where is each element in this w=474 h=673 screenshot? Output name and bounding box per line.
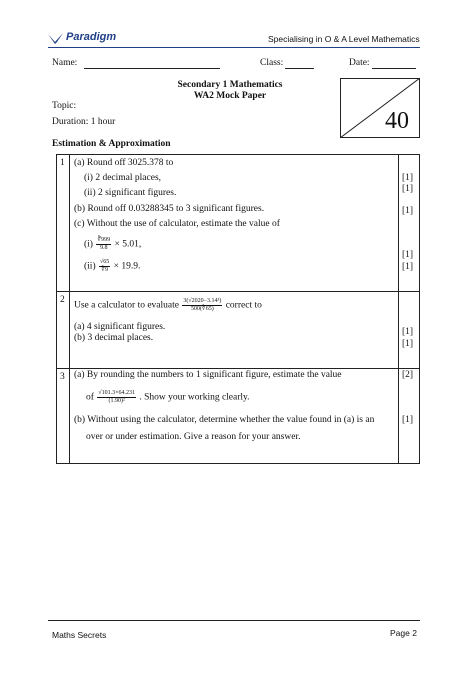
footer-left: Maths Secrets	[52, 630, 107, 640]
mark-allocation: [1]	[402, 184, 414, 194]
mark-allocation: [1]	[402, 327, 414, 337]
class-field[interactable]	[285, 68, 314, 69]
brand-logo	[48, 31, 138, 45]
name-label: Name:	[52, 58, 78, 68]
fraction-denominator: ∛9	[101, 267, 109, 273]
question-number: 2	[60, 295, 65, 305]
question-number: 1	[60, 158, 65, 168]
question-line: (b) Round off 0.03288345 to 3 significant figures.	[74, 204, 265, 214]
row-divider-2	[56, 368, 420, 369]
mark-allocation: [2]	[402, 370, 414, 380]
fraction-denominator: 9.8	[100, 245, 108, 251]
mark-allocation: [1]	[402, 339, 414, 349]
fraction	[97, 390, 136, 405]
section-heading: Estimation & Approximation	[52, 139, 171, 149]
footer-rule	[48, 620, 420, 621]
question-text: . Show your working clearly.	[139, 392, 250, 403]
marks-column-divider	[398, 154, 399, 464]
question-line: (a) 4 significant figures.	[74, 322, 166, 332]
row-divider-1	[56, 291, 420, 292]
question-line	[74, 298, 262, 313]
fraction-numerator: √65	[99, 259, 110, 265]
date-label: Date:	[349, 58, 370, 68]
brand-name: Paradigm	[66, 31, 117, 43]
question-line	[86, 390, 250, 405]
fraction-numerator: √101.3×64.231	[98, 390, 135, 396]
question-line	[84, 237, 141, 252]
question-line: (a) By rounding the numbers to 1 significant figure, estimate the value	[74, 370, 342, 380]
question-line: (ii) 2 significant figures.	[84, 188, 177, 198]
fraction-denominator: (1.90)²	[108, 398, 125, 404]
fraction	[182, 298, 222, 313]
question-line: over or under estimation. Give a reason for your answer.	[86, 432, 301, 442]
fraction-numerator: 3(√2020−3.14³)	[183, 298, 222, 304]
question-line: (a) Round off 3025.378 to	[74, 158, 174, 168]
mark-allocation: [1]	[402, 173, 414, 183]
mark-allocation: [1]	[402, 262, 414, 272]
fraction	[96, 237, 111, 252]
page-number: Page 2	[390, 628, 417, 638]
number-column-divider	[69, 154, 70, 464]
part-label: (i)	[84, 239, 93, 250]
fraction	[99, 259, 110, 274]
score-box	[340, 78, 420, 138]
duration-label: Duration: 1 hour	[52, 117, 116, 127]
question-text: of	[86, 392, 94, 403]
question-line: (b) 3 decimal places.	[74, 333, 154, 343]
header-rule	[48, 47, 420, 48]
mark-allocation: [1]	[402, 206, 414, 216]
fraction-numerator: ∛999	[97, 237, 111, 243]
paradigm-logo-icon	[48, 33, 64, 44]
header-tagline: Specialising in O & A Level Mathematics	[268, 34, 420, 44]
date-field[interactable]	[372, 68, 416, 69]
part-label: (ii)	[84, 261, 96, 272]
fraction-denominator: 500(∛65)	[190, 306, 214, 312]
paper-title: Secondary 1 Mathematics	[177, 80, 283, 90]
question-line: (c) Without the use of calculator, estimate the value of	[74, 219, 280, 229]
mark-allocation: [1]	[402, 415, 414, 425]
expression-tail: × 5.01,	[114, 239, 142, 250]
paper-subtitle: WA2 Mock Paper	[193, 91, 267, 101]
class-label: Class:	[260, 58, 284, 68]
name-field[interactable]	[84, 68, 220, 69]
question-line	[84, 259, 140, 274]
topic-label: Topic:	[52, 101, 77, 111]
question-number: 3	[60, 372, 65, 382]
question-line: (b) Without using the calculator, determine whether the value found in (a) is an	[74, 415, 375, 425]
question-line: (i) 2 decimal places,	[84, 173, 162, 183]
mark-allocation: [1]	[402, 250, 414, 260]
question-text: Use a calculator to evaluate	[74, 300, 179, 311]
total-marks: 40	[385, 108, 409, 134]
question-text: correct to	[225, 300, 262, 311]
expression-tail: × 19.9.	[113, 261, 141, 272]
